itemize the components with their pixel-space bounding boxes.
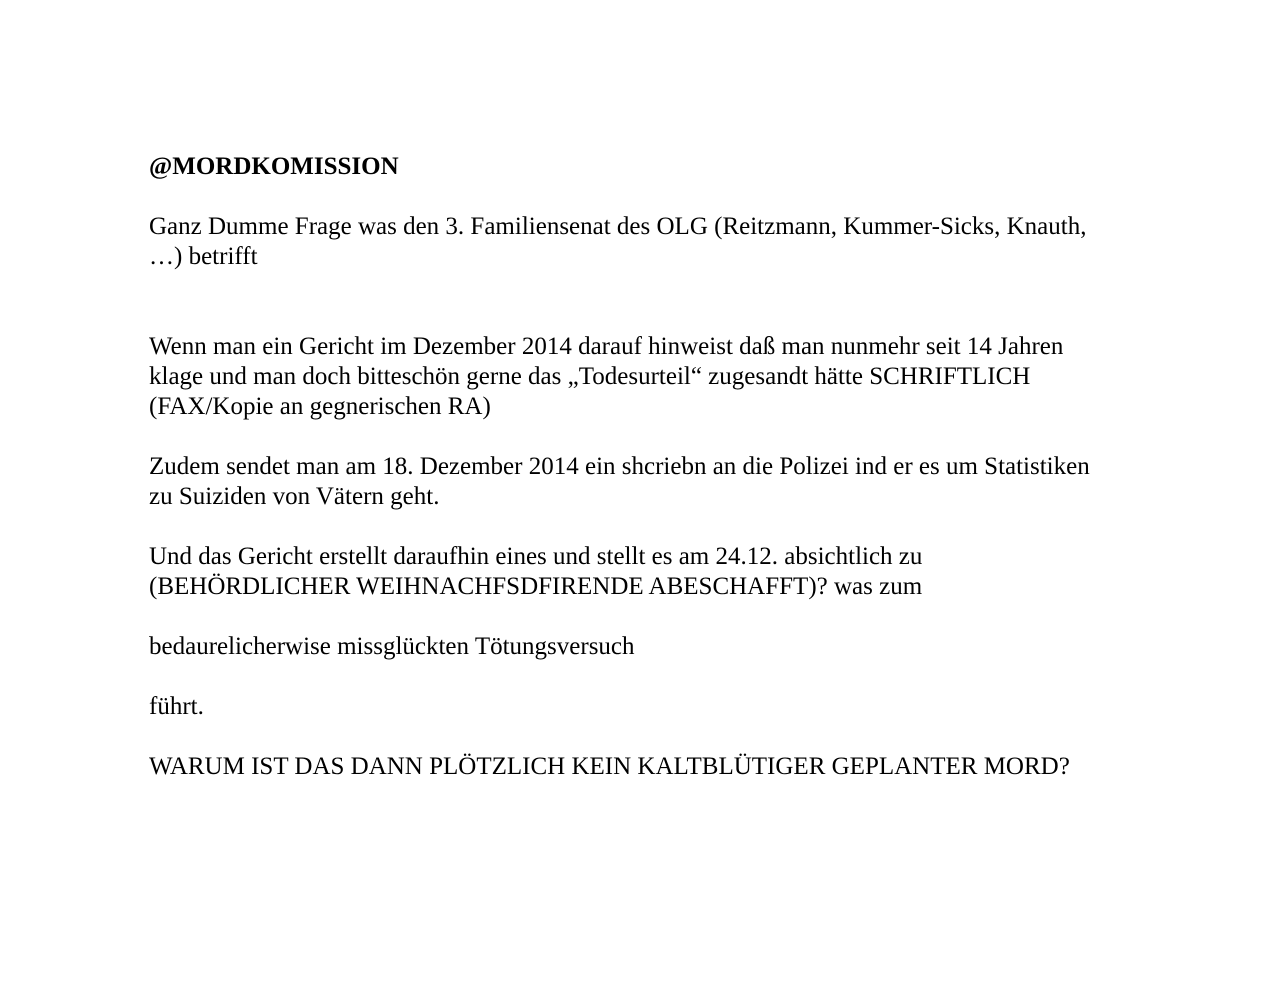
paragraph-question-olg bbox=[149, 212, 1149, 272]
text-line: bedaurelicherwise missglückten Tötungsversuch bbox=[149, 633, 635, 660]
text-line: Ganz Dumme Frage was den 3. Familiensenat des OLG (Reitzmann, Kummer-Sicks, Knauth, bbox=[149, 213, 1087, 240]
text-line: …) betrifft bbox=[149, 243, 258, 270]
paragraph-leads bbox=[149, 692, 1149, 722]
text-line: (FAX/Kopie an gegnerischen RA) bbox=[149, 393, 491, 420]
text-line: Wenn man ein Gericht im Dezember 2014 darauf hinweist daß man nunmehr seit 14 Jahren bbox=[149, 333, 1064, 360]
text-line: WARUM IST DAS DANN PLÖTZLICH KEIN KALTBLÜTIGER GEPLANTER MORD? bbox=[149, 753, 1070, 780]
text-line: Zudem sendet man am 18. Dezember 2014 ein shcriebn an die Polizei ind er es um Statistiken bbox=[149, 453, 1090, 480]
paragraph-court-delivery bbox=[149, 542, 1149, 602]
text-line: Und das Gericht erstellt daraufhin eines und stellt es am 24.12. absichtlich zu bbox=[149, 543, 923, 570]
paragraph-closing-question bbox=[149, 752, 1149, 782]
paragraph-police-letter bbox=[149, 452, 1149, 512]
text-line: zu Suiziden von Vätern geht. bbox=[149, 483, 440, 510]
text-line: klage und man doch bitteschön gerne das „Todesurteil“ zugesandt hätte SCHRIFTLICH bbox=[149, 363, 1031, 390]
paragraph-court-notice bbox=[149, 332, 1149, 422]
paragraph-attempt bbox=[149, 632, 1149, 662]
text-line: (BEHÖRDLICHER WEIHNACHFSDFIRENDE ABESCHAFFT)? was zum bbox=[149, 573, 923, 600]
document-heading: @MORDKOMISSION bbox=[149, 153, 399, 180]
document-body bbox=[149, 152, 1149, 812]
text-line: führt. bbox=[149, 693, 204, 720]
